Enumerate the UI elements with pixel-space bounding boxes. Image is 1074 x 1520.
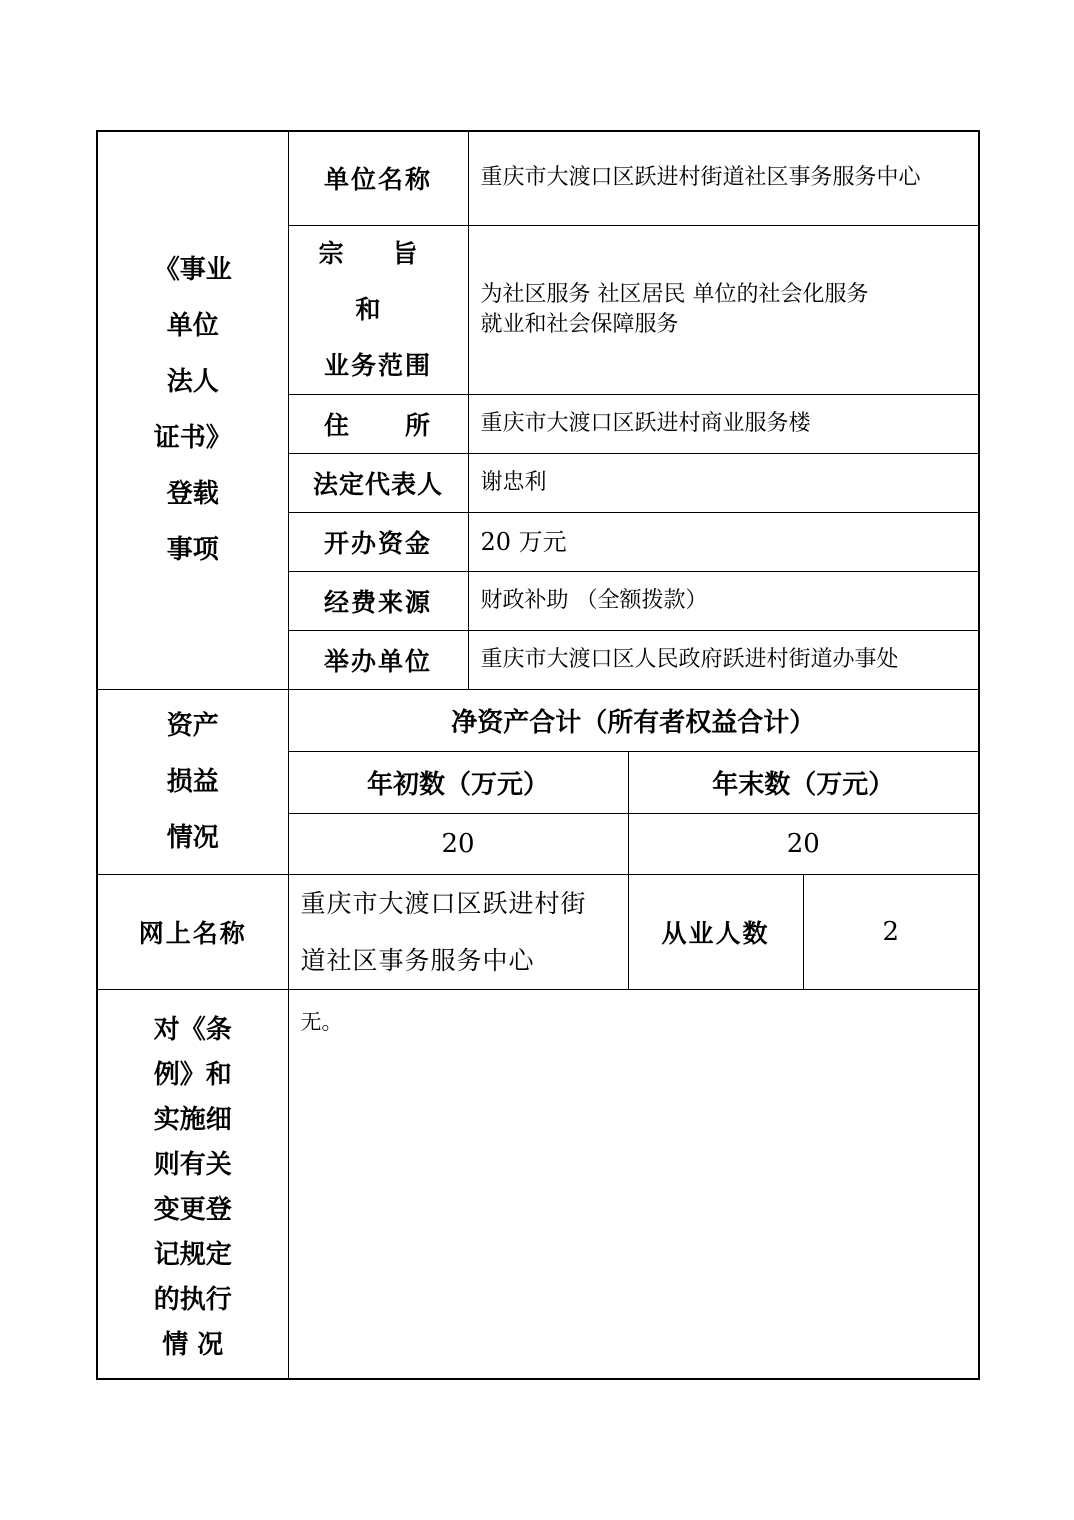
certificate-label-line: 事项 <box>166 535 219 566</box>
assets-label-line: 损益 <box>166 766 219 797</box>
capital-label: 开办资金 <box>288 512 468 571</box>
certificate-label-line: 证书》 <box>153 423 232 454</box>
address-label: 住 所 <box>288 394 468 453</box>
unit-name-label: 单位名称 <box>288 131 468 225</box>
regulation-label-line: 例》和 <box>153 1059 232 1090</box>
assets-label-line: 情况 <box>166 822 219 853</box>
assets-section-label <box>97 689 288 874</box>
legal-rep-label: 法定代表人 <box>288 453 468 512</box>
certificate-section-label <box>97 131 288 689</box>
purpose-scope-value <box>468 225 979 394</box>
regulation-label <box>97 989 288 1379</box>
address-value: 重庆市大渡口区跃进村商业服务楼 <box>468 394 979 453</box>
online-name-label: 网上名称 <box>97 874 288 989</box>
unit-name-value: 重庆市大渡口区跃进村街道社区事务服务中心 <box>468 131 979 225</box>
regulation-label-line: 则有关 <box>153 1149 232 1180</box>
sponsor-value: 重庆市大渡口区人民政府跃进村街道办事处 <box>468 630 979 689</box>
year-end-value: 20 <box>628 813 979 874</box>
purpose-value-line: 就业和社会保障服务 <box>480 311 679 337</box>
purpose-label-line: 业务范围 <box>323 350 432 380</box>
sponsor-label: 举办单位 <box>288 630 468 689</box>
staff-count-value: 2 <box>803 874 979 989</box>
assets-label-line: 资产 <box>166 710 219 741</box>
certificate-label-line: 单位 <box>166 311 219 342</box>
regulation-value: 无。 <box>288 989 979 1379</box>
regulation-label-line: 的执行 <box>153 1284 232 1315</box>
purpose-scope-label <box>288 225 468 394</box>
regulation-label-line: 实施细 <box>153 1104 232 1135</box>
purpose-label-line: 宗 旨 和 <box>318 238 438 324</box>
regulation-label-line: 记规定 <box>153 1239 232 1270</box>
registration-form-table <box>96 130 980 1380</box>
year-end-header: 年末数（万元） <box>628 751 979 813</box>
regulation-label-line: 变更登 <box>153 1194 232 1225</box>
certificate-label-line: 《事业 <box>153 255 232 286</box>
legal-rep-value: 谢忠利 <box>468 453 979 512</box>
online-name-line: 道社区事务服务中心 <box>300 945 535 975</box>
regulation-label-line: 对《条 <box>153 1014 232 1045</box>
year-start-header: 年初数（万元） <box>288 751 628 813</box>
purpose-value-line: 为社区服务 社区居民 单位的社会化服务 <box>480 281 869 307</box>
funding-source-value: 财政补助 （全额拨款） <box>468 571 979 630</box>
regulation-label-line: 情 况 <box>162 1329 224 1360</box>
staff-count-label: 从业人数 <box>628 874 803 989</box>
funding-source-label: 经费来源 <box>288 571 468 630</box>
online-name-value <box>288 874 628 989</box>
certificate-label-line: 登载 <box>166 479 219 510</box>
capital-value: 20 万元 <box>468 512 979 571</box>
net-assets-header: 净资产合计（所有者权益合计） <box>288 689 979 751</box>
certificate-label-line: 法人 <box>166 367 219 398</box>
year-start-value: 20 <box>288 813 628 874</box>
online-name-line: 重庆市大渡口区跃进村街 <box>300 888 587 918</box>
